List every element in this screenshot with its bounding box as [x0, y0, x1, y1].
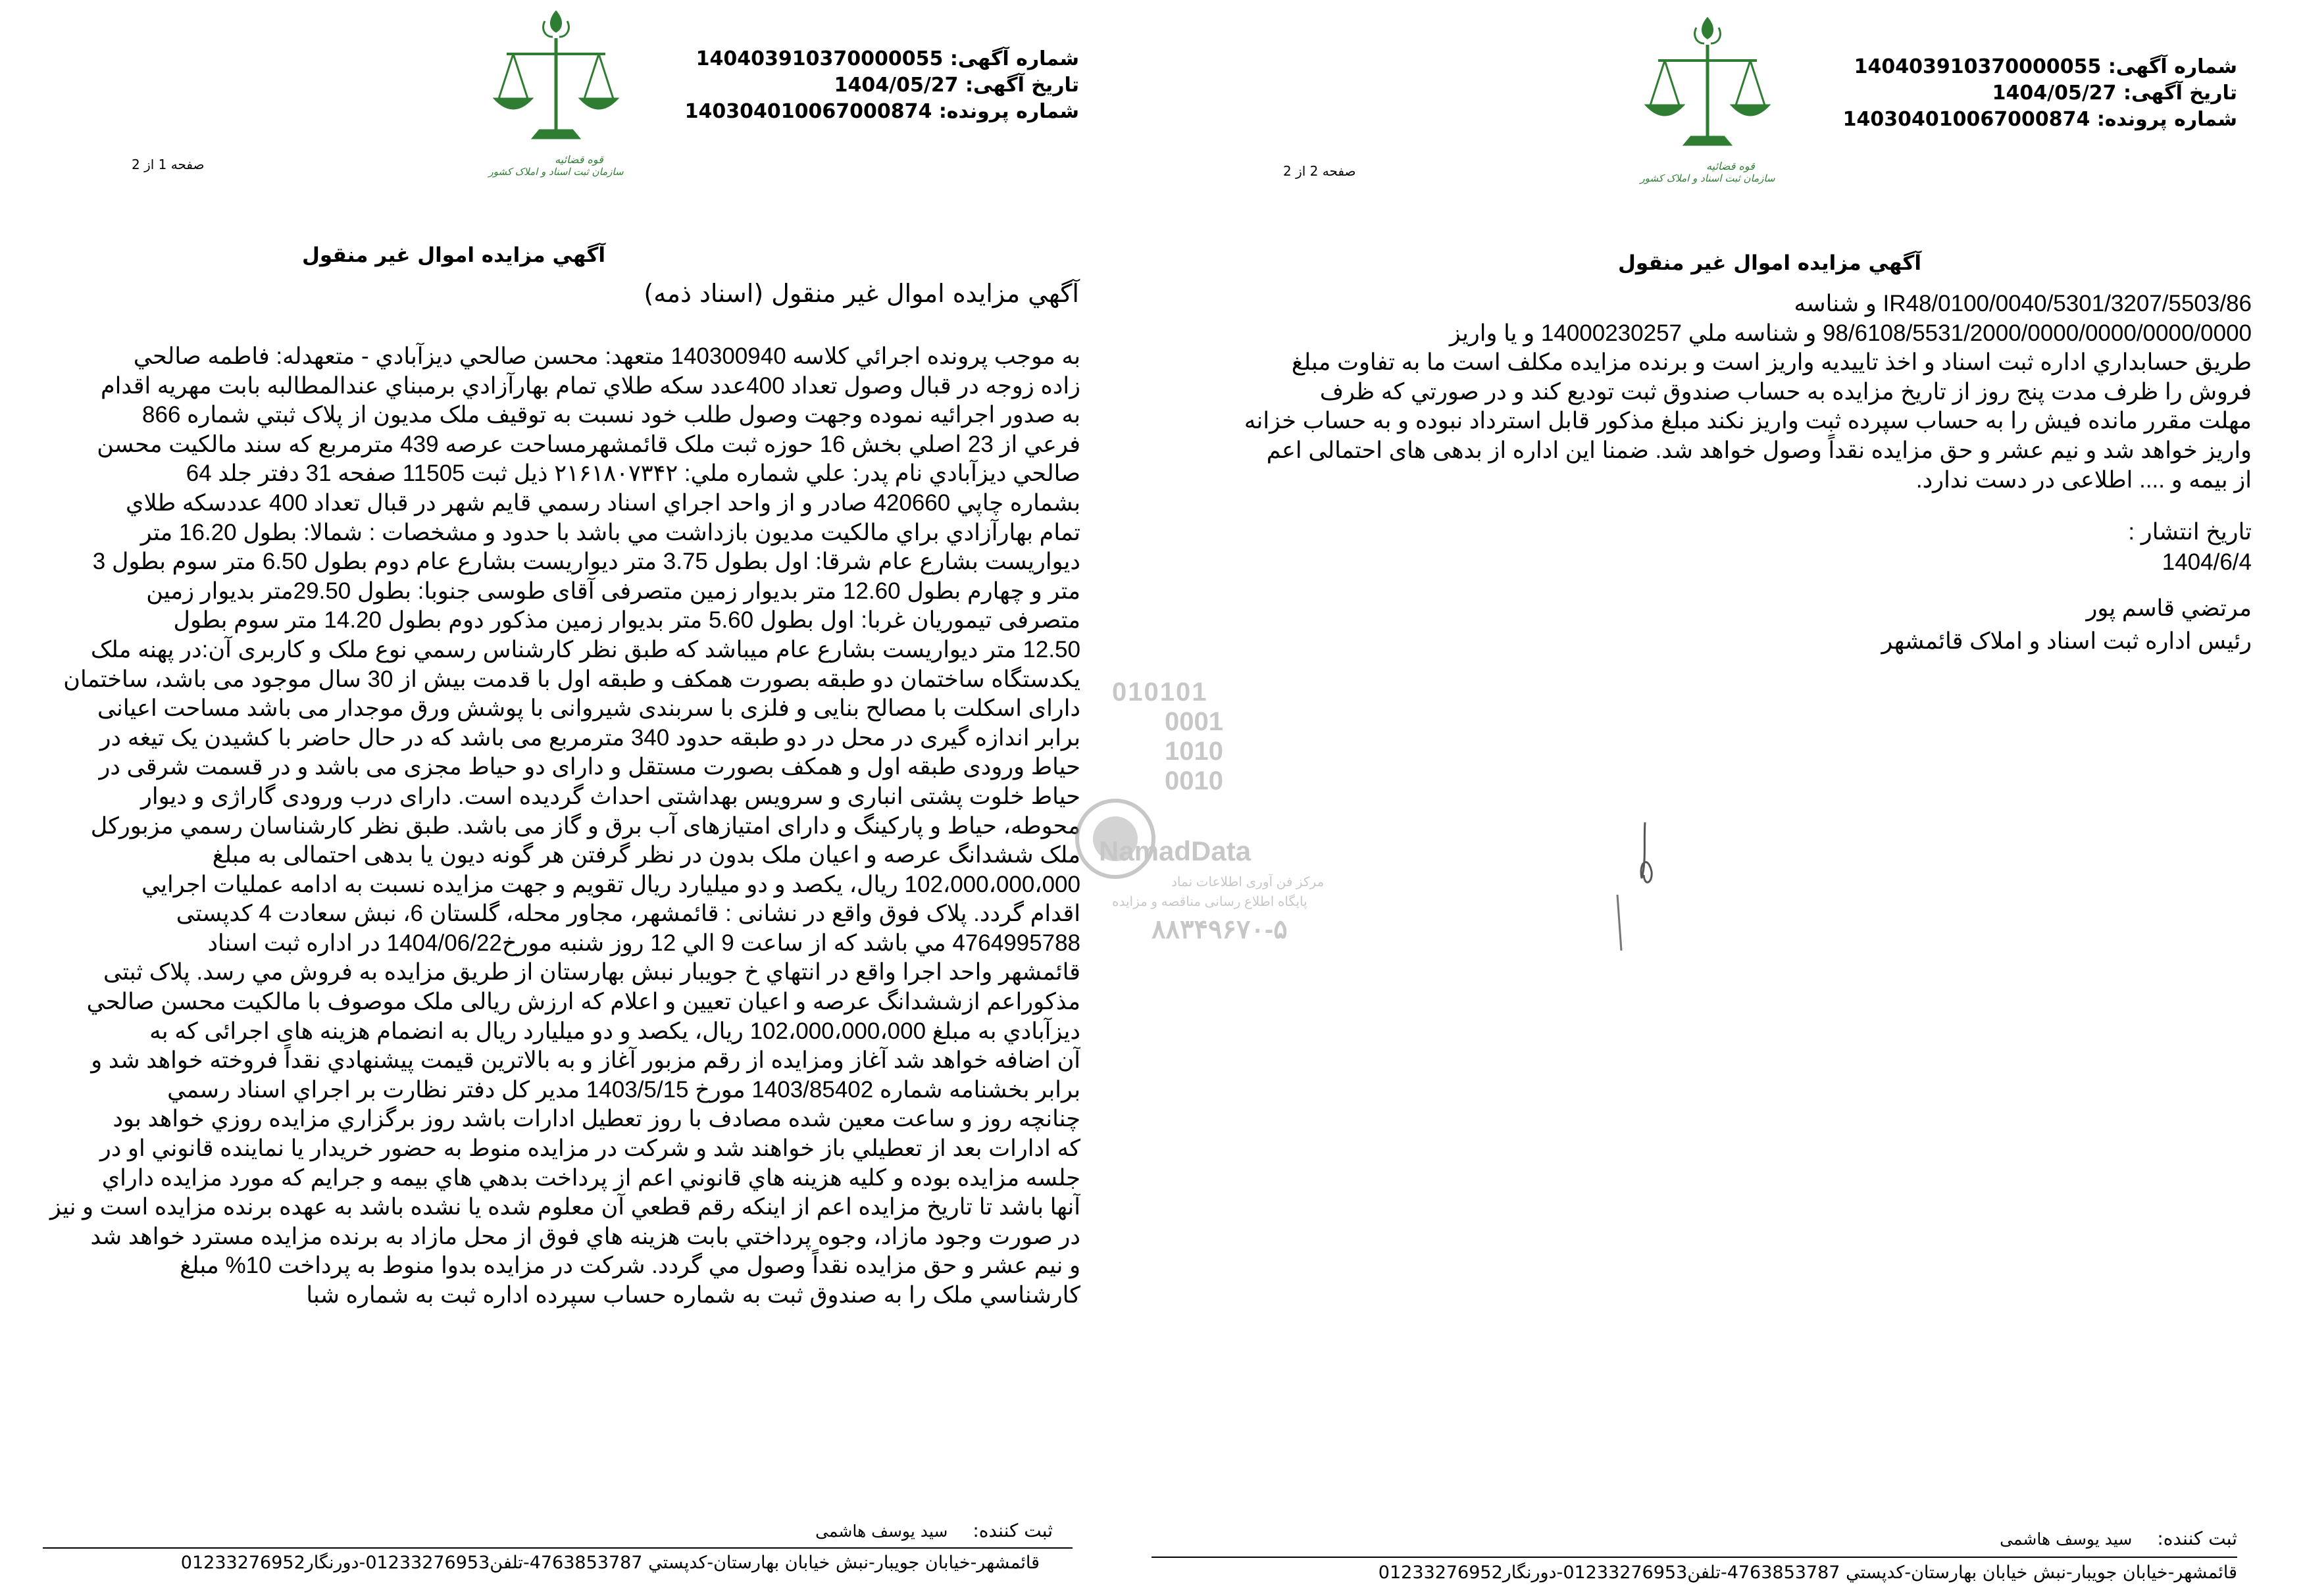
body-line: تمام بهارآزادي براي مالکيت مديون بازداشت مي باشد با حدود و مشخصات : شمالا: بطول 16.20 متر — [140, 519, 1080, 545]
body-line: قائمشهر واحد اجرا واقع در انتهاي خ جويبار نبش بهارستان از طريق مزايده به فروش مي رسد. پلاک ثبتی — [103, 959, 1080, 985]
ad-number-label: شماره آگهی: — [949, 47, 1079, 70]
body-line: ديواريست بشارع عام شرقا: اول بطول 3.75 متر ديواريست بشارع عام دوم بطول 6.50 متر سوم بطول 3 — [92, 549, 1080, 575]
registrar — [2000, 1528, 2237, 1549]
signer-title: رئيس اداره ثبت اسناد و املاک قائمشهر — [1881, 628, 2252, 654]
publish-date — [2128, 517, 2252, 578]
page-2 — [1152, 0, 2303, 1596]
watermark-binary-4: 0010 — [1165, 766, 1223, 795]
body-line: 4764995788 مي باشد که از ساعت 9 الي 12 روز شنبه مورخ1404/06/22 در اداره ثبت اسناد — [207, 930, 1080, 956]
emblem-caption-top: قوه قضائیه — [555, 153, 603, 166]
signature-block — [1881, 592, 2252, 658]
ad-date-label: تاریخ آگهی: — [2123, 82, 2237, 105]
watermark-brand: NamadData — [1099, 835, 1252, 866]
emblem-caption-top: قوه قضائیه — [1706, 160, 1755, 172]
file-number-label: شماره پرونده: — [2096, 108, 2237, 131]
body-line: محوطه، حياط و پارکينگ و دارای امتيازهای آب برق و گاز می باشد. طبق نظر کارشناسان رسمي مزبورکل — [90, 812, 1080, 839]
body-line: IR48/0100/0040/5301/3207/5503/86 و شناسه — [1794, 291, 2252, 316]
signer-name: مرتضي قاسم پور — [2086, 595, 2252, 621]
watermark-binary-2: 0001 — [1165, 707, 1223, 736]
body-line: 102،000،000،000 ريال، يکصد و دو ميليارد ريال تقويم و جهت مزايده نسبت به ادامه عمليات اجرايي — [141, 871, 1080, 897]
ad-date-label: تاریخ آگهی: — [965, 74, 1079, 97]
publish-date-value: 1404/6/4 — [2162, 549, 2252, 575]
watermark-binary-1: 010101 — [1112, 678, 1208, 707]
registrar-label: ثبت کننده: — [2157, 1528, 2237, 1549]
body-line: جلسه مزايده بوده و كليه هزينه هاي قانوني اعم از پرداخت بدهي هاي بيمه و جرايم که مورد مزايده داراي — [101, 1164, 1080, 1191]
notice-body — [1152, 289, 2252, 539]
page-subtitle: آگهي مزايده اموال غير منقول (اسناد ذمه) — [644, 279, 1079, 308]
body-line: يکدستگاه ساختمان دو طبقه بصورت همکف و طبقه اول با قدمت بيش از 30 سال موجود می باشد، ساختمان — [63, 666, 1080, 692]
body-line: در صورت وجود مازاد، وجوه پرداختي بابت هزينه هاي فوق از محل مازاد به برنده مزايده مسترد خواهد شد — [90, 1223, 1080, 1249]
publish-date-label: تاريخ انتشار : — [2128, 519, 2252, 545]
body-line: به صدور اجرائيه نموده وجهت وصول طلب خود نسبت به توقيف ملک مديون از پلاک ثبتي شماره 866 — [142, 402, 1080, 428]
footer-divider — [1152, 1557, 2237, 1558]
body-line: ديزآبادي به مبلغ 102،000،000،000 ريال، يکصد و دو ميليارد ريال به انضمام هزينه های اجرائی که به — [149, 1018, 1080, 1044]
page-1 — [0, 0, 1119, 1596]
body-line: حياط ورودی طبقه اول و همکف بصورت مستقل و دارای دو حياط مجزی می باشد و در قسمت شرقی در — [99, 754, 1080, 780]
ad-date: 1404/05/27 — [834, 74, 959, 97]
body-line: برابر بخشنامه شماره 1403/85402 مورخ 1403/5/15 مدير کل دفتر نظارت بر اجراي اسناد رسمي — [167, 1076, 1080, 1103]
watermark-tagline-2: پایگاه اطلاع رسانی مناقصه و مزایده — [1112, 895, 1307, 909]
body-line: کارشناسي ملک را به صندوق ثبت به شماره حساب سپرده اداره ثبت به شماره شبا — [306, 1282, 1080, 1308]
footer-divider — [43, 1547, 1073, 1549]
page-title: آگهي مزايده اموال غير منقول — [302, 243, 605, 267]
footer-address: قائمشهر-خيابان جويبار-نبش خيابان بهارستان-كدپستي 4763853787-تلفن01233276953-دورنگار01233276952 — [180, 1553, 1040, 1573]
page-number: صفحه 1 از 2 — [132, 157, 205, 172]
watermark-tagline-1: مرکز فن آوری اطلاعات نماد — [1171, 875, 1325, 889]
body-line: مهلت مقرر مانده فيش را به حساب سپرده ثبت واريز نكند مبلغ مذكور قابل استرداد نبوده و به حساب خزانه — [1244, 408, 2252, 434]
file-number: 140304010067000874 — [684, 100, 932, 123]
body-line: فرعي از 23 اصلي بخش 16 حوزه ثبت ملک قائمشهرمساحت عرصه 439 مترمربع که سند مالكيت محسن — [97, 431, 1080, 457]
body-line: و نيم عشر و حق مزايده نقداً وصول مي گردد. شرکت در مزايده بدوا منوط به پرداخت 10% مبلغ — [180, 1253, 1080, 1279]
ad-meta — [685, 46, 1079, 125]
body-line: بشماره چاپي 420660 صادر و از واحد اجراي اسناد رسمي قايم شهر در قبال تعداد 400 عددسکه طلاي — [126, 489, 1080, 516]
body-line: که ادارات بعد از تعطيلي باز خواهند شد و شرکت در مزايده منوط به حضور خريدار يا نماينده قانوني او در — [99, 1135, 1080, 1162]
namaddata-watermark — [1073, 678, 1325, 954]
notice-body — [23, 342, 1080, 1513]
emblem-caption-bottom: سازمان ثبت اسناد و املاک کشور — [1640, 172, 1775, 184]
body-line: طريق حسابداري اداره ثبت اسناد و اخذ تاييديه واريز است و برنده مزايده مكلف است ما به تفاوت مبلغ — [1291, 349, 2252, 376]
footer-address: قائمشهر-خيابان جويبار-نبش خيابان بهارستان-كدپستي 4763853787-تلفن01233276953-دورنگار01233276952 — [1378, 1562, 2237, 1583]
body-line: صالحي ديزآبادي نام پدر: علي شماره ملي: ۲۱۶۱۸۰۷۳۴۲ ذيل ثبت 11505 صفحه 31 دفتر جلد 64 — [186, 461, 1080, 487]
file-number-label: شماره پرونده: — [938, 100, 1079, 123]
ad-meta — [1843, 54, 2237, 133]
judiciary-emblem-icon — [480, 7, 632, 178]
body-line: به موجب پرونده اجرائي كلاسه 140300940 متعهد: محسن صالحي ديزآبادي - متعهدله: فاطمه صالحي — [133, 343, 1080, 369]
body-line: حياط خلوت پشتی انباری و سرويس بهداشتی احداث گرديده است. دارای درب ورودی گاراژی و ديوار — [140, 783, 1080, 809]
ad-date: 1404/05/27 — [1992, 82, 2117, 105]
registrar-name: سید یوسف هاشمی — [2000, 1530, 2133, 1549]
body-line: متصرفی تيموريان غربا: اول بطول 5.60 متر بديوار زمين مذکور دوم بطول 14.20 متر سوم بطول — [173, 607, 1080, 634]
body-line: برابر اندازه گيری در محل در دو طبقه حدود 340 مترمربع می باشد که در حال حاضر با کشيدن يک تيغه در — [99, 724, 1080, 751]
judiciary-emblem-icon — [1632, 13, 1783, 184]
body-line: مذکوراعم ازششدانگ عرصه و اعيان تعيين و اعلام که ارزش ريالی ملک موصوف با مالكيت محسن صالحي — [86, 989, 1080, 1015]
file-number: 140304010067000874 — [1842, 108, 2090, 131]
body-line: آن اضافه خواهد شد آغاز ومزايده از رقم مزبور آغاز و به بالاترين قيمت پيشنهادي نقداً فروخته خواهد شد و — [91, 1047, 1080, 1074]
ad-number: 140403910370000055 — [1854, 55, 2102, 78]
body-line: از بيمه و .... اطلاعی در دست ندارد. — [1915, 466, 2252, 493]
body-line: واريز خواهد شد و نيم عشر و حق مزايده نقداً وصول خواهد شد. ضمنا اين اداره از بدهی های احتمالی اعم — [1266, 437, 2252, 463]
ad-number: 140403910370000055 — [696, 47, 944, 70]
page-number: صفحه 2 از 2 — [1283, 163, 1356, 179]
body-line: 12.50 متر ديواريست بشارع عام ميباشد که طبق نظر کارشناس رسمي نوع ملک و کاربری آن:در پهنه ملک — [90, 636, 1080, 662]
body-line: ملک ششدانگ عرصه و اعيان ملک بدون در نظر گرفتن هر گونه ديون يا بدهی احتمالی به مبلغ — [212, 842, 1080, 868]
watermark-phone: ۸۸۳۴۹۶۷۰-۵ — [1152, 915, 1288, 944]
ad-number-label: شماره آگهی: — [2108, 55, 2237, 78]
page-title: آگهي مزايده اموال غير منقول — [1618, 251, 1921, 275]
body-line: فروش را ظرف مدت پنج روز از تاريخ مزايده به حساب صندوق ثبت توديع كند و در صورتي كه ظرف — [1319, 378, 2252, 405]
watermark-binary-3: 1010 — [1165, 737, 1223, 766]
emblem-caption-bottom: سازمان ثبت اسناد و املاک کشور — [488, 166, 624, 178]
body-line: دارای اسکلت با مصالح بنايی و فلزی با سربندی شيروانی با پوشش ورق موجدار می باشد مساحت اعيانی — [97, 695, 1080, 722]
body-line: چنانچه روز و ساعت معين شده مصادف با روز تعطيل ادارات باشد روز برگزاري مزايده روزي خواهد بود — [113, 1106, 1080, 1132]
body-line: آنها باشد تا تاريخ مزايده اعم از اينکه رقم قطعي آن معلوم شده يا نشده باشد به عهده برنده مزايده است و نيز — [49, 1194, 1080, 1220]
handwritten-signature-icon — [1606, 816, 1684, 954]
body-line: 98/6108/5531/2000/0000/0000/0000/0000 و شناسه ملي 14000230257 و يا واريز — [1449, 320, 2252, 346]
body-line: متر و چهارم بطول 12.60 متر بديوار زمين متصرفی آقای طوسی جنوبا: بطول 29.50متر بديوار زمين — [146, 578, 1080, 604]
body-line: اقدام گردد. پلاک فوق واقع در نشانی : قائمشهر، مجاور محله، گلستان 6، نبش سعادت 4 کدپستی — [176, 901, 1080, 927]
registrar-name: سید یوسف هاشمی — [815, 1522, 948, 1541]
body-line: زاده زوجه در قبال وصول تعداد 400عدد سكه طلاي تمام بهارآزادي برمبناي عندالمطالبه بابت مهريه اقدام — [100, 372, 1080, 399]
registrar — [815, 1520, 1053, 1541]
registrar-label: ثبت کننده: — [973, 1520, 1053, 1541]
